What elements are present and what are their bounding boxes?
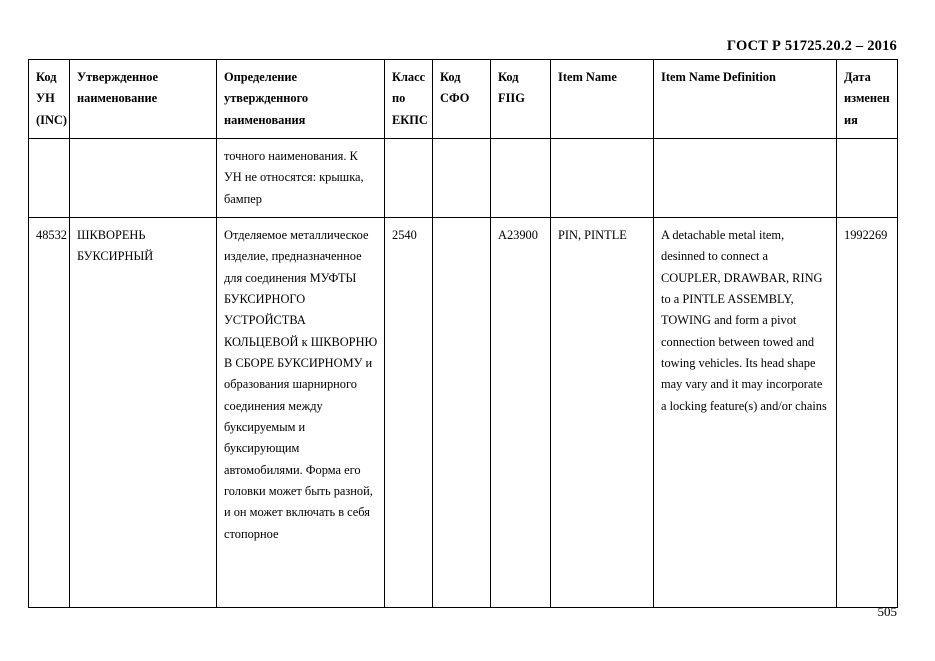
- cell-definition: [217, 217, 385, 607]
- cell-change-date-text: 1992269: [844, 227, 888, 242]
- cell-change-date: [837, 217, 898, 607]
- column-header-item-name-definition-text: Item Name Definition: [661, 70, 776, 84]
- cell-definition-text: точного наименования. К УН не относятся: крышка, бампер: [224, 148, 364, 206]
- column-header-sfo-code: [433, 60, 491, 139]
- cell-item-name-definition: [654, 138, 837, 217]
- cell-ekps-class: [385, 217, 433, 607]
- column-header-item-name-definition: [654, 60, 837, 139]
- cell-change-date: [837, 138, 898, 217]
- column-header-sfo-code-text: Код СФО: [440, 70, 470, 106]
- table-row: [29, 217, 898, 607]
- column-header-item-name: [551, 60, 654, 139]
- column-header-definition: [217, 60, 385, 139]
- column-header-item-name-text: Item Name: [558, 70, 617, 84]
- inc-catalog-table: [28, 59, 898, 608]
- cell-definition-text: Отделяемое металлическое изделие, предназначенное для соединения МУФТЫ БУКСИРНОГО УСТРОЙСТВА КОЛЬЦЕВОЙ к ШКВОРНЮ В СБОРЕ БУКСИРНОМУ и образования шарнирного соединения между буксируемым и буксирующим автомобилями. Форма его головки может быть разной, и он может включать в себя стопорное: [224, 227, 378, 541]
- cell-inc-code: [29, 217, 70, 607]
- column-header-approved-name: [70, 60, 217, 139]
- cell-item-name-definition: [654, 217, 837, 607]
- cell-definition: [217, 138, 385, 217]
- cell-sfo-code: [433, 138, 491, 217]
- column-header-ekps-class: [385, 60, 433, 139]
- document-standard-title: ГОСТ Р 51725.20.2 – 2016: [726, 38, 897, 54]
- column-header-fiig-code: [491, 60, 551, 139]
- cell-fiig-code: [491, 138, 551, 217]
- cell-item-name-text: PIN, PINTLE: [558, 227, 627, 242]
- cell-ekps-class-text: 2540: [392, 227, 417, 242]
- cell-approved-name-text: ШКВОРЕНЬ БУКСИРНЫЙ: [77, 227, 154, 264]
- cell-item-name: [551, 217, 654, 607]
- column-header-inc-code-text: Код УН (INC): [36, 70, 67, 127]
- cell-inc-code-text: 48532: [36, 227, 67, 242]
- column-header-fiig-code-text: Код FIIG: [498, 70, 525, 106]
- column-header-inc-code: [29, 60, 70, 139]
- cell-fiig-code: [491, 217, 551, 607]
- cell-approved-name: [70, 138, 217, 217]
- page-number: 505: [877, 604, 897, 619]
- table-header-row: [29, 60, 898, 139]
- column-header-change-date: [837, 60, 898, 139]
- cell-approved-name: [70, 217, 217, 607]
- cell-item-name: [551, 138, 654, 217]
- cell-ekps-class: [385, 138, 433, 217]
- column-header-approved-name-text: Утвержденное наименование: [77, 70, 158, 106]
- cell-sfo-code: [433, 217, 491, 607]
- column-header-change-date-text: Дата изменен ия: [844, 70, 890, 127]
- column-header-definition-text: Определение утвержденного наименования: [224, 70, 309, 127]
- cell-fiig-code-text: A23900: [498, 227, 538, 242]
- cell-inc-code: [29, 138, 70, 217]
- table-row: [29, 138, 898, 217]
- column-header-ekps-class-text: Класс по ЕКПС: [392, 70, 428, 127]
- cell-item-name-definition-text: A detachable metal item, desinned to connect a COUPLER, DRAWBAR, RING to a PINTLE ASSEMBLY, TOWING and form a pivot connection between towed and towing vehicles. Its head shape may vary and it may incorporate a locking feature(s) and/or chains: [661, 227, 827, 413]
